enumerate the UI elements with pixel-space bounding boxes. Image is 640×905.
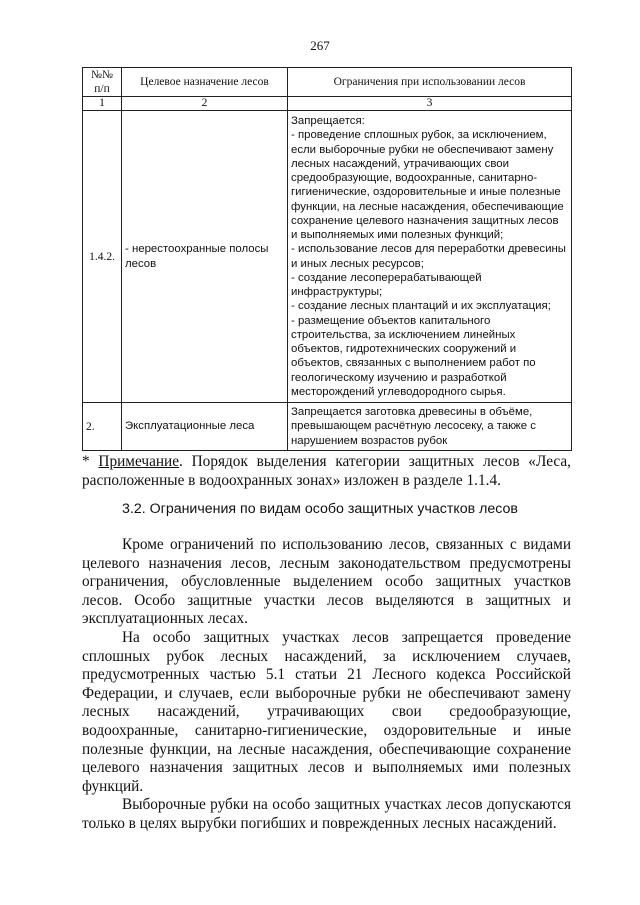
column-number: 1 (83, 97, 122, 111)
paragraph: На особо защитных участках лесов запрещается проведение сплошных рубок лесных насаждений, за исключением случаев, предусмотренных частью 5.1 статьи 21 Лесного кодекса Российской Федерации, и случаев, если выборочные рубки не обеспечивают замену лесных насаждений, утрачивающих свои средообразующие, водоохранные, санитарно-гигиенические, оздоровительные и иные полезные функции, на лесные насаждения, обеспечивающие сохранение целевого назначения защитных лесов и выполняемых ими полезных функций. (82, 628, 571, 795)
restrictions-table (82, 67, 572, 451)
paragraph: Выборочные рубки на особо защитных участках лесов допускаются только в целях вырубки погибших и поврежденных лесных насаждений. (82, 796, 571, 832)
row-index: 2. (83, 403, 122, 451)
body-text (82, 536, 571, 834)
row-purpose: Эксплуатационные леса (122, 403, 288, 451)
section-title: 3.2. Ограничения по видам особо защитных участков лесов (122, 501, 518, 517)
note-prefix: * (82, 453, 99, 470)
row-restrictions: Запрещается заготовка древесины в объёме, превышающем расчётную лесосеку, а также с нарушением возрастов рубок (288, 403, 572, 451)
row-index: 1.4.2. (83, 111, 122, 403)
column-number: 3 (288, 97, 572, 111)
page-number: 267 (310, 38, 330, 53)
note-text: . Порядок выделения категории защитных лесов «Леса, расположенные в водоохранных зонах» изложен в разделе 1.1.4. (82, 453, 571, 489)
column-number-row (83, 97, 572, 111)
header-number: №№ п/п (83, 68, 122, 97)
table-header-row (83, 68, 572, 97)
paragraph: Кроме ограничений по использованию лесов, связанных с видами целевого назначения лесов, лесным законодательством предусмотрены ограничения, обусловленные выделением особо защитных участков лесов. Особо защитные участки лесов выделяются в защитных и эксплуатационных лесах. (82, 536, 571, 628)
table-note (82, 452, 571, 490)
row-purpose: - нерестоохранные полосы лесов (122, 111, 288, 403)
restriction-line: Запрещается: (291, 115, 365, 127)
restriction-line: - проведение сплошных рубок, за исключением, если выборочные рубки не обеспечивают замену лесных насаждений, утрачивающих свои средообразующие, водоохранные, санитарно-гигиенические, оздоровительные и иные полезные функции, на лесные насаждения, обеспечивающие сохранение целевого назначения защитных лесов и выполняемых ими полезных функций; (291, 129, 564, 241)
row-restrictions (288, 111, 572, 403)
restriction-line: - использование лесов для переработки древесины и иных лесных ресурсов; (291, 243, 566, 270)
table-row (83, 403, 572, 451)
header-purpose: Целевое назначение лесов (122, 68, 288, 97)
table-row (83, 111, 572, 403)
restriction-line: - создание лесных плантаций и их эксплуатация; (291, 300, 551, 313)
column-number: 2 (122, 97, 288, 111)
header-restrictions: Ограничения при использовании лесов (288, 68, 572, 97)
restriction-line: - создание лесоперерабатывающей инфраструктуры; (291, 271, 482, 298)
restriction-line: - размещение объектов капитального строительства, за исключением линейных объектов, гидротехнических сооружений и объектов, связанных с выполнением работ по геологическому изучению и разработкой месторождений углеводородного сырья. (291, 314, 536, 398)
note-label: Примечание (98, 453, 180, 470)
